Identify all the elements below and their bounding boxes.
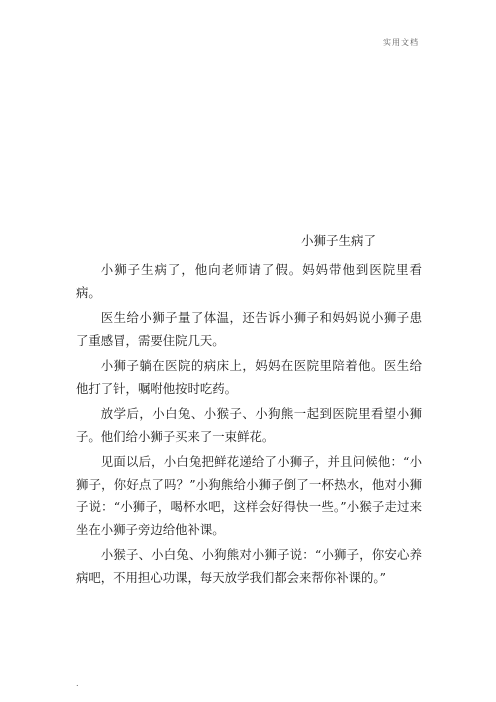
document-title: 小狮子生病了 [301, 233, 377, 248]
paragraph: 小狮子生病了，他向老师请了假。妈妈带他到医院里看病。 [76, 262, 422, 300]
paragraph: 医生给小狮子量了体温，还告诉小狮子和妈妈说小狮子患了重感冒，需要住院几天。 [76, 310, 422, 348]
paragraph: 小狮子躺在医院的病床上，妈妈在医院里陪着他。医生给他打了针，嘱咐他按时吃药。 [76, 358, 422, 396]
page-header-label: 实用文档 [383, 38, 419, 47]
footer-mark: . [76, 679, 79, 688]
paragraph: 放学后，小白兔、小猴子、小狗熊一起到医院里看望小狮子。他们给小狮子买来了一束鲜花。 [76, 406, 422, 444]
document-body [76, 259, 422, 592]
paragraph: 见面以后，小白兔把鲜花递给了小狮子，并且问候他：“小狮子，你好点了吗？”小狗熊给小狮子倒了一杯热水，他对小狮子说：“小狮子，喝杯水吧，这样会好得快一些。”小猴子走过来坐在小狮子旁边给他补课。 [76, 454, 422, 537]
paragraph: 小猴子、小白兔、小狗熊对小狮子说：“小狮子，你安心养病吧，不用担心功课，每天放学我们都会来帮你补课的。” [76, 547, 422, 585]
